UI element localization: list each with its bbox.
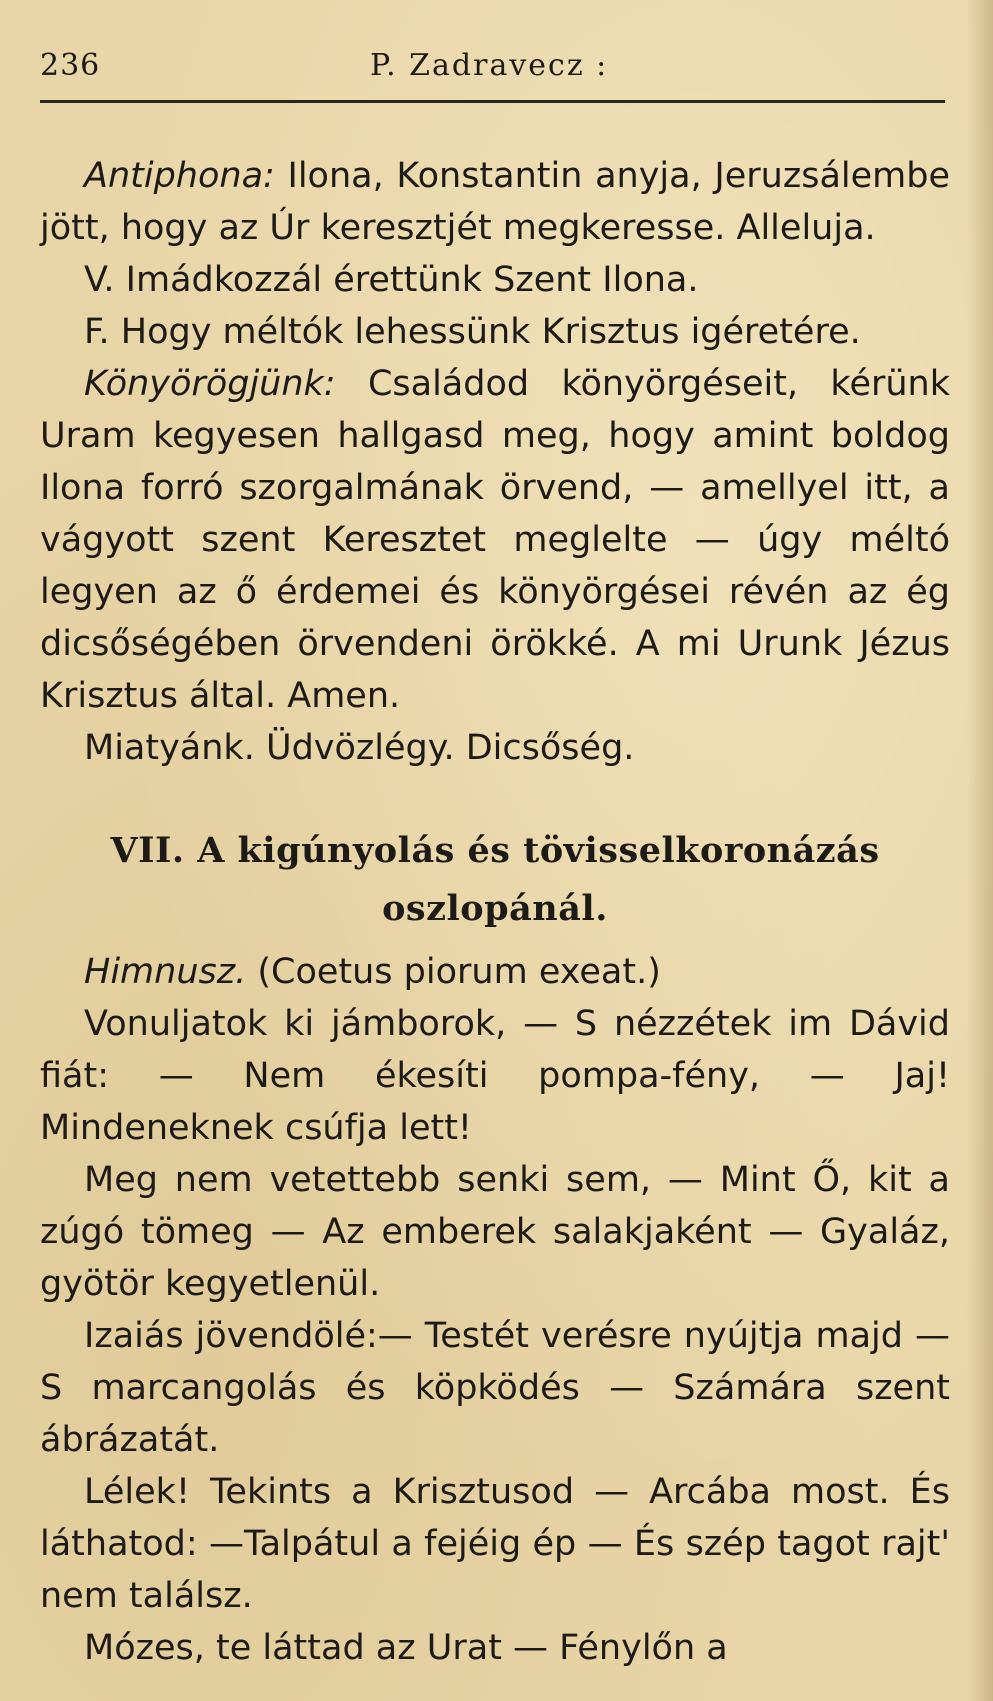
page-edge-shadow bbox=[967, 0, 993, 1701]
antiphona-text: Ilona, Konstantin anyja, Jeruzsálembe jött, hogy az Úr keresztjét megkeresse. Alleluja. bbox=[40, 156, 950, 248]
hymn-subtitle: (Coetus piorum exeat.) bbox=[246, 952, 661, 992]
page-number: 236 bbox=[40, 48, 101, 83]
prayer-label: Könyörögjünk: bbox=[84, 364, 336, 404]
hymn-stanza: Meg nem vetettebb senki sem, — Mint Ő, kit a zúgó tömeg — Az emberek salakjaként — Gyaláz, gyötör kegyetlenül. bbox=[40, 1160, 950, 1304]
prayer-text: Családod könyörgéseit, kérünk Uram kegyesen hallgasd meg, hogy amint boldog Ilona forró szorgalmának örvend, — amellyel itt, a vágyott szent Keresztet meglelte — úgy méltó legyen az ő érdemei és könyörgései révén az ég dicsőségében örvendeni örökké. A mi Urunk Jézus Krisztus által. Amen. bbox=[40, 364, 950, 716]
antiphona-label: Antiphona: bbox=[84, 156, 275, 196]
hymn-heading-paragraph bbox=[40, 946, 950, 998]
section-title-line-2: oszlopánál. bbox=[382, 888, 608, 929]
hymn-stanza: Lélek! Tekints a Krisztusod — Arcába most. És láthatod: —Talpátul a fejéig ép — És szép tagot rajt' nem találsz. bbox=[40, 1472, 950, 1616]
section-heading bbox=[40, 822, 950, 938]
antiphona-paragraph bbox=[40, 150, 950, 254]
hymn-stanza: Vonuljatok ki jámborok, — S nézzétek im Dávid fiát: — Nem ékesíti pompa-fény, — Jaj! Mindeneknek csúfja lett! bbox=[40, 1004, 950, 1148]
running-head: P. Zadravecz : bbox=[370, 48, 609, 83]
header-rule bbox=[40, 100, 945, 103]
section-title-line-1: VII. A kigúnyolás és tövisselkoronázás bbox=[110, 830, 880, 871]
body-text bbox=[40, 150, 950, 1674]
hymn-stanza: Izaiás jövendölé:— Testét verésre nyújtja majd — S marcangolás és köpködés — Számára szent ábrázatát. bbox=[40, 1316, 950, 1460]
prayer-paragraph bbox=[40, 358, 950, 722]
response-paragraph: F. Hogy méltók lehessünk Krisztus igéretére. bbox=[84, 312, 861, 352]
hymn-label: Himnusz. bbox=[84, 952, 247, 992]
page-header bbox=[40, 40, 950, 100]
versicle-paragraph: V. Imádkozzál érettünk Szent Ilona. bbox=[84, 260, 699, 300]
closing-paragraph: Miatyánk. Üdvözlégy. Dicsőség. bbox=[84, 728, 635, 768]
hymn-stanza: Mózes, te láttad az Urat — Fénylőn a bbox=[84, 1628, 728, 1668]
